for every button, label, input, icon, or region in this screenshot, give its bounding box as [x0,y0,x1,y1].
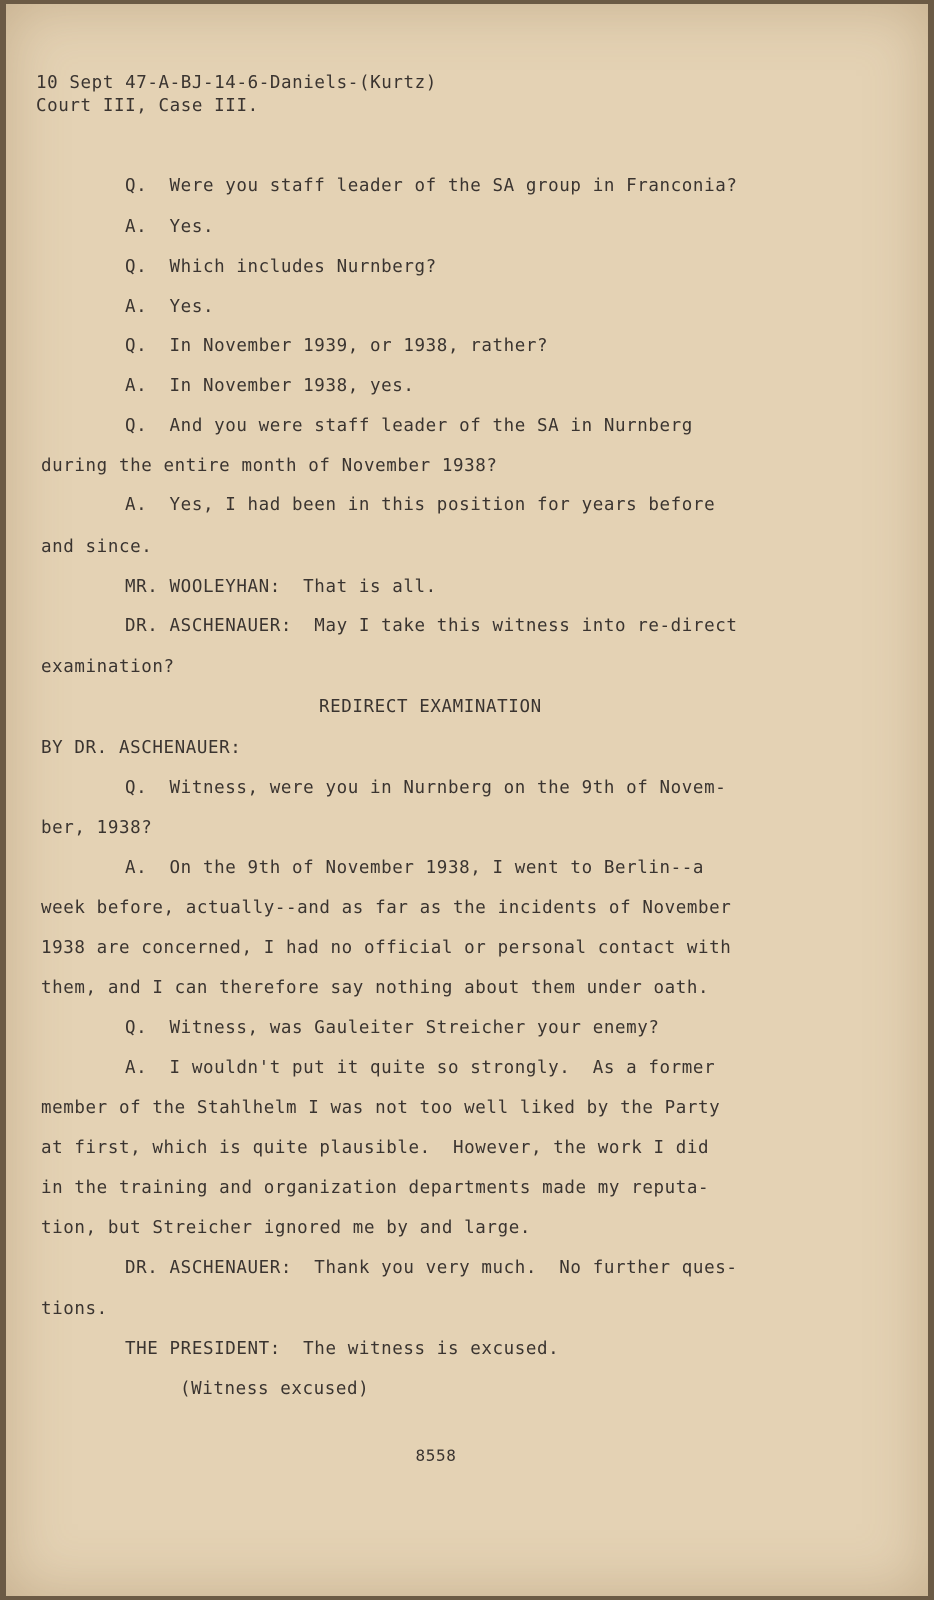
transcript-line: Q. Which includes Nurnberg? [125,257,437,277]
transcript-line: 1938 are concerned, I had no official or personal contact with [41,938,732,958]
transcript-line: Q. In November 1939, or 1938, rather? [125,336,549,356]
transcript-line: DR. ASCHENAUER: May I take this witness into re-direct [125,616,738,636]
transcript-line: MR. WOOLEYHAN: That is all. [125,577,437,597]
transcript-line: ber, 1938? [41,818,153,838]
transcript-line: A. Yes. [125,297,215,317]
transcript-page [6,4,928,1596]
transcript-line: BY DR. ASCHENAUER: [41,738,242,758]
transcript-line: member of the Stahlhelm I was not too well liked by the Party [41,1098,721,1118]
transcript-line: THE PRESIDENT: The witness is excused. [125,1339,560,1359]
transcript-line: in the training and organization departments made my reputa- [41,1178,710,1198]
transcript-line: them, and I can therefore say nothing about them under oath. [41,978,710,998]
section-heading: REDIRECT EXAMINATION [319,697,542,717]
transcript-line: examination? [41,657,175,677]
transcript-line: Q. Witness, were you in Nurnberg on the 9th of Novem- [125,778,727,798]
transcript-line: (Witness excused) [180,1379,370,1399]
transcript-line: A. I wouldn't put it quite so strongly. As a former [125,1058,716,1078]
transcript-line: tions. [41,1299,108,1319]
transcript-line: A. In November 1938, yes. [125,376,415,396]
header-line-2: Court III, Case III. [36,96,259,116]
transcript-line: during the entire month of November 1938? [41,456,498,476]
transcript-line: DR. ASCHENAUER: Thank you very much. No further ques- [125,1258,738,1278]
transcript-line: A. On the 9th of November 1938, I went to Berlin--a [125,858,705,878]
page-number: 8558 [415,1446,457,1465]
transcript-line: Q. And you were staff leader of the SA in Nurnberg [125,416,693,436]
transcript-line: Q. Were you staff leader of the SA group in Franconia? [125,176,738,196]
header-line-1: 10 Sept 47-A-BJ-14-6-Daniels-(Kurtz) [36,73,437,93]
transcript-line: Q. Witness, was Gauleiter Streicher your enemy? [125,1018,660,1038]
transcript-line: and since. [41,537,153,557]
transcript-line: A. Yes. [125,217,215,237]
transcript-line: week before, actually--and as far as the incidents of November [41,898,732,918]
transcript-line: at first, which is quite plausible. However, the work I did [41,1138,710,1158]
transcript-line: A. Yes, I had been in this position for years before [125,495,716,515]
transcript-line: tion, but Streicher ignored me by and large. [41,1218,531,1238]
